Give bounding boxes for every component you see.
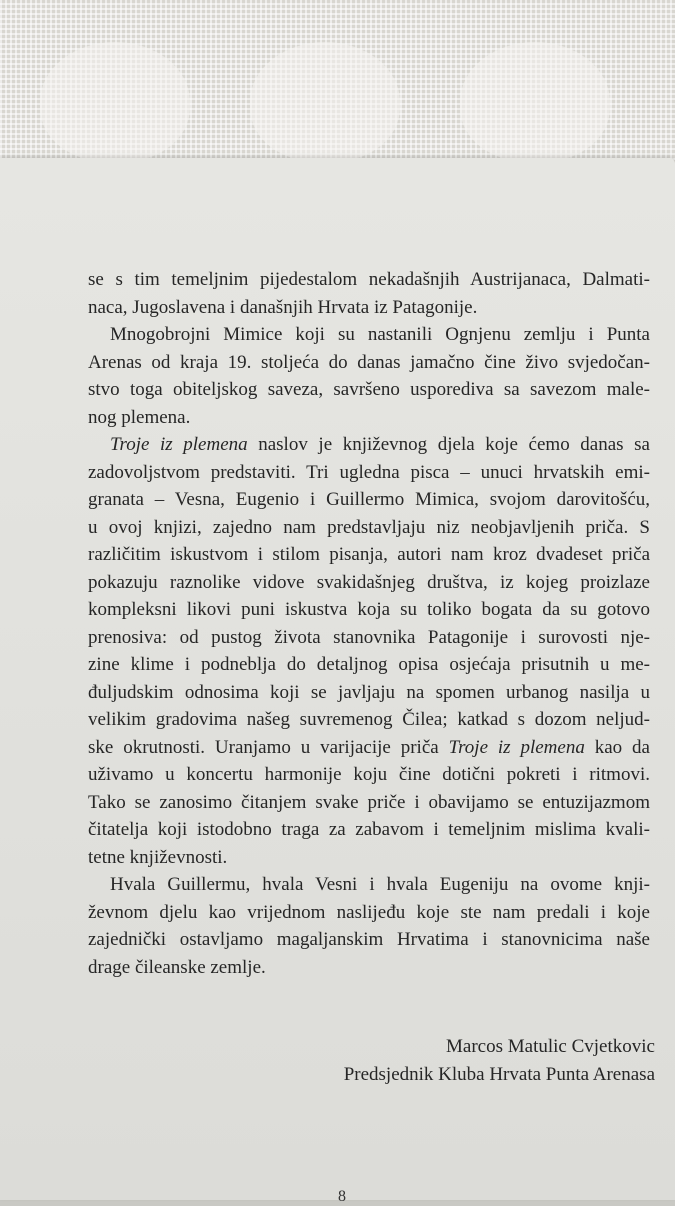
- text-line: prenosiva: od pustog života stanovnika Patagonije i surovosti nje-: [88, 626, 650, 648]
- signature-block: [344, 1033, 655, 1088]
- text-line: čitatelja koji istodobno traga za zabavom i temeljnim mislima kvali-: [88, 819, 650, 840]
- text-line: zadovoljstvom predstaviti. Tri ugledna pisca – unuci hrvatskih emi-: [88, 461, 650, 483]
- text-line: stvo toga obiteljskog saveza, savršeno usporediva sa savezom male-: [88, 379, 650, 400]
- text-line: ževnom djelu kao vrijednom naslijeđu koje ste nam predali i koje: [88, 901, 650, 923]
- text-line: Hvala Guillermu, hvala Vesni i hvala Eugeniju na ovome knji-: [110, 874, 650, 895]
- lace-motif: [40, 42, 190, 162]
- text-line: ske okrutnosti. Uranjamo u varijacije priča Troje iz plemena kao da: [88, 736, 650, 758]
- text-line: Troje iz plemena naslov je književnog djela koje ćemo danas sa: [110, 434, 650, 455]
- text-line: pokazuju raznolike vidove svakidašnjeg društva, iz kojeg proizlaze: [88, 571, 650, 593]
- text-line: uživamo u koncertu harmonije koju čine dotični pokreti i ritmovi.: [88, 764, 650, 785]
- lace-motif: [460, 42, 610, 162]
- lace-motif: [250, 42, 400, 162]
- signature-name: Marcos Matulic Cvjetkovic: [446, 1036, 655, 1057]
- book-page: [0, 158, 675, 1205]
- text-line: Mnogobrojni Mimice koji su nastanili Ognjenu zemlju i Punta: [110, 324, 650, 345]
- paragraph: [88, 321, 650, 431]
- lace-tablecloth: [0, 0, 675, 175]
- text-line: velikim gradovima našeg suvremenog Čilea; katkad s dozom neljud-: [88, 709, 650, 730]
- page-number: 8: [338, 1188, 346, 1205]
- text-line: Arenas od kraja 19. stoljeća do danas jamačno čine živo svjedočan-: [88, 351, 650, 373]
- text-line: đuljudskim odnosima koji se javljaju na spomen urbanog nasilja u: [88, 681, 650, 703]
- text-line: nog plemena.: [88, 406, 191, 428]
- text-line: zajednički ostavljamo magaljanskim Hrvatima i stanovnicima naše: [88, 929, 650, 950]
- text-line: različitim iskustvom i stilom pisanja, autori nam kroz dvadeset priča: [88, 544, 650, 565]
- text-line: tetne književnosti.: [88, 846, 228, 868]
- paragraph: [88, 871, 650, 981]
- text-line: kompleksni likovi puni iskustva koja su toliko bogata da su gotovo: [88, 599, 650, 620]
- text-line: zine klime i podneblja do detaljnog opisa osjećaja prisutnih u me-: [88, 654, 650, 675]
- signature-title: Predsjednik Kluba Hrvata Punta Arenasa: [343, 1063, 655, 1085]
- text-line: se s tim temeljnim pijedestalom nekadašnjih Austrijanaca, Dalmati-: [88, 269, 650, 290]
- text-line: granata – Vesna, Eugenio i Guillermo Mimica, svojom darovitošću,: [88, 489, 650, 510]
- paragraph: [88, 266, 650, 321]
- text-line: drage čileanske zemlje.: [88, 956, 266, 978]
- text-line: naca, Jugoslavena i današnjih Hrvata iz Patagonije.: [88, 296, 478, 318]
- text-line: Tako se zanosimo čitanjem svake priče i obavijamo se entuzijazmom: [88, 791, 650, 813]
- paragraph: [88, 431, 650, 871]
- text-line: u ovoj knjizi, zajedno nam predstavljaju niz neobjavljenih priča. S: [88, 516, 650, 538]
- body-text: [88, 266, 650, 981]
